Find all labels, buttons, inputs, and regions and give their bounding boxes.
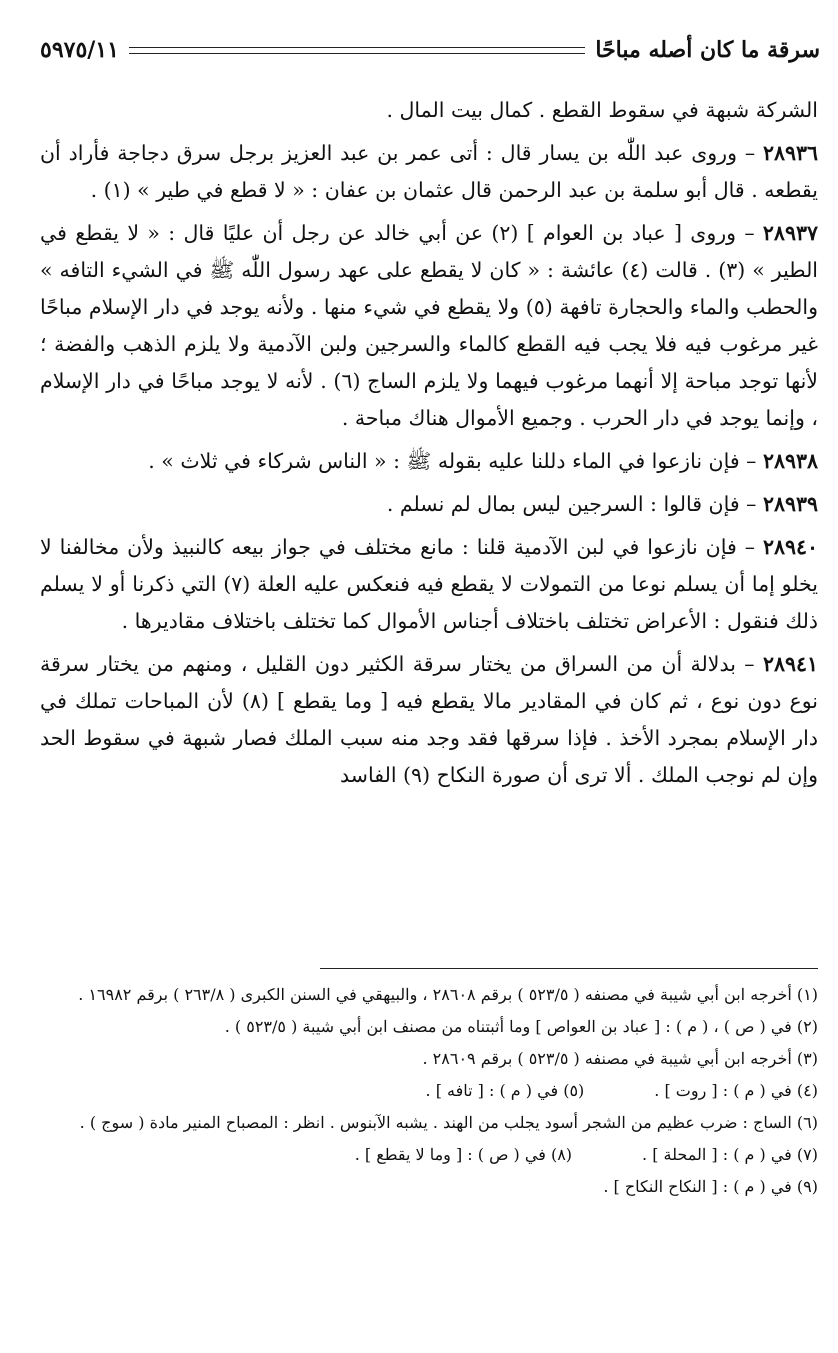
paragraph-number: ٢٨٩٣٦ (762, 141, 818, 165)
footnote-4: (٤) في ( م ) : [ روت ] . (654, 1081, 818, 1100)
footnote-3: (٣) أخرجه ابن أبي شيبة في مصنفه ( ٥٢٣/٥ ) برقم ٢٨٦٠٩ . (422, 1049, 818, 1068)
paragraph-number: ٢٨٩٣٧ (762, 221, 818, 245)
paragraph (40, 486, 818, 523)
footnotes (40, 980, 818, 1204)
footnote-9: (٩) في ( م ) : [ النكاح النكاح ] . (603, 1177, 818, 1196)
paragraph-number: ٢٨٩٤٠ (762, 535, 818, 559)
footnote-row (40, 1076, 818, 1105)
main-text (40, 92, 818, 800)
paragraph-number: ٢٨٩٤١ (762, 652, 818, 676)
footnote-6: (٦) الساج : ضرب عظيم من الشجر أسود يجلب من الهند . يشبه الآبنوس . انظر : المصباح المنير مادة ( سوج ) . (79, 1113, 818, 1132)
paragraph-text: – فإن قالوا : السرجين ليس بمال لم نسلم . (386, 492, 763, 516)
paragraph (40, 135, 818, 209)
paragraph (40, 92, 818, 129)
footnote-7: (٧) في ( م ) : [ المحلة ] . (642, 1145, 818, 1164)
paragraph-text: – فإن نازعوا في الماء دللنا عليه بقوله ﷺ : « الناس شركاء في ثلاث » . (148, 449, 763, 473)
page-number: ٥٩٧٥/١١ (40, 37, 119, 63)
header-rule (129, 47, 585, 54)
page-header (40, 30, 820, 70)
footnote-1: (١) أخرجه ابن أبي شيبة في مصنفه ( ٥٢٣/٥ ) برقم ٢٨٦٠٨ ، والبيهقي في السنن الكبرى ( ٢٦٣/٨ ) برقم ١٦٩٨٢ . (78, 985, 818, 1004)
paragraph-number: ٢٨٩٣٨ (762, 449, 818, 473)
footnote-row (40, 1140, 818, 1169)
paragraph-text: – وروى [ عباد بن العوام ] (٢) عن أبي خالد عن رجل أن عليًا قال : « لا يقطع في الطير » (٣) . قالت (٤) عائشة : « كان لا يقطع على عهد رسول اللّٰه ﷺ في الشيء التافه » والحطب والماء والحجارة تافهة (٥) ولا يقطع في شيء منها . ولأنه يوجد في دار الإسلام مباحًا غير مرغوب فيه فلا يجب فيه القطع كالماء والسرجين ولبن الآدمية ولا يلزم الذهب والفضة ؛ لأنها توجد مباحة إلا أنهما مرغوب فيهما ولا يلزم الساج (٦) . لأنه لا يوجد مباحًا في دار الإسلام ، وإنما يوجد في دار الحرب . وجميع الأموال هناك مباحة . (40, 221, 819, 430)
paragraph-text: الشركة شبهة في سقوط القطع . كمال بيت المال . (386, 98, 818, 122)
footnote-separator (320, 968, 818, 969)
paragraph (40, 646, 818, 794)
footnote-2: (٢) في ( ص ) ، ( م ) : [ عباد بن العواص ] وما أثبتناه من مصنف ابن أبي شيبة ( ٥٢٣/٥ ) . (224, 1017, 818, 1036)
footnote-5: (٥) في ( م ) : [ تافه ] . (425, 1081, 585, 1100)
paragraph-number: ٢٨٩٣٩ (762, 492, 818, 516)
paragraph-text: – فإن نازعوا في لبن الآدمية قلنا : مانع مختلف في جواز بيعه كالنبيذ ولأن مخالفنا لا يخلو إما أن يسلم نوعا من التمولات لا يقطع فيه فنعكس عليه العلة (٧) التي ذكرنا أو لا يسلم ذلك فنقول : الأعراض تختلف باختلاف أجناس الأموال كما تختلف باختلاف مقاديرها . (40, 535, 818, 633)
footnote-8: (٨) في ( ص ) : [ وما لا يقطع ] . (354, 1145, 573, 1164)
paragraph-text: – وروى عبد اللّٰه بن يسار قال : أتى عمر بن عبد العزيز برجل سرق دجاجة فأراد أن يقطعه . قال أبو سلمة بن عبد الرحمن قال عثمان بن عفان : « لا قطع في طير » (١) . (40, 141, 818, 202)
paragraph (40, 215, 818, 437)
paragraph (40, 529, 818, 640)
running-title: سرقة ما كان أصله مباحًا (595, 37, 820, 63)
paragraph-text: – بدلالة أن من السراق من يختار سرقة الكثير دون القليل ، ومنهم من يختار سرقة نوع دون نوع ، ثم كان في المقادير مالا يقطع فيه [ وما يقطع ] (٨) لأن المباحات تملك في دار الإسلام بمجرد الأخذ . فإذا سرقها فقد وجد منه سبب الملك فصار شبهة في سقوط الحد وإن لم نوجب الملك . ألا ترى أن صورة النكاح (٩) الفاسد (40, 652, 818, 787)
paragraph (40, 443, 818, 480)
